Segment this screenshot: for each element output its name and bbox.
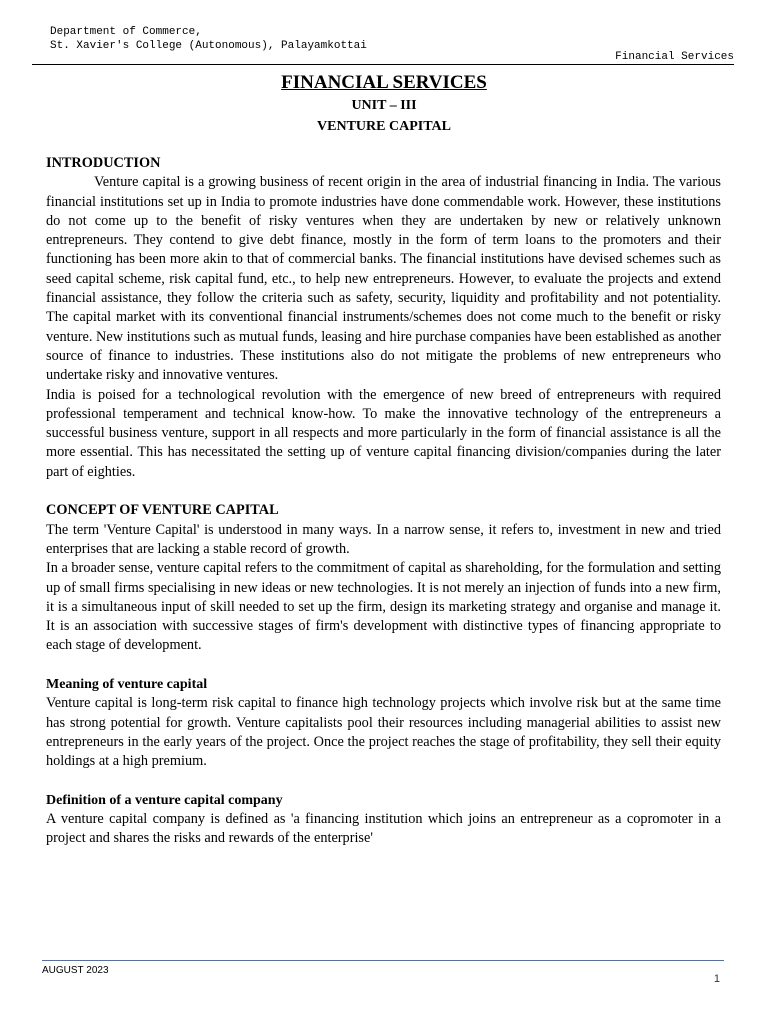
page-number: 1 — [713, 973, 720, 985]
unit-label: UNIT – III — [351, 98, 417, 113]
footer-divider — [42, 960, 724, 961]
concept-paragraph-2: In a broader sense, venture capital refers to the commitment of capital as shareholding, for the formulation and setting up of small firms specialising in new ideas or new technologies. It is not merely an injection of funds into a new firm, it is a simultaneous input of skill needed to set up the firm, design its marketing strategy and organise and manage it. It is an association with successive stages of firm's development with distinctive types of financing appropriate to each stage of development. — [46, 560, 721, 654]
spacer — [46, 772, 721, 791]
subsection-heading-definition: Definition of a venture capital company — [46, 792, 283, 808]
section-heading-introduction: INTRODUCTION — [46, 155, 161, 171]
concept-paragraph-1: The term 'Venture Capital' is understood in many ways. In a narrow sense, it refers to, investment in new and tried enterprises that are lacking a stable record of growth. — [46, 521, 721, 557]
subsection-heading-meaning: Meaning of venture capital — [46, 677, 208, 693]
footer-date: AUGUST 2023 — [42, 965, 109, 976]
spacer — [46, 482, 721, 501]
definition-paragraph: A venture capital company is defined as 'a financing institution which joins an entrepreneur as a copromoter in a project and shares the risks and rewards of the enterprise' — [46, 811, 721, 847]
introduction-paragraph-2: India is poised for a technological revolution with the emergence of new breed of entrepreneurs with required professional temperament and technical know-how. To make the innovative technology of the entrepreneurs a successful business venture, support in all respects and more particularly in the form of financial assistance is all the more essential. This has necessitated the setting up of venture capital financing division/companies during the later part of eighties. — [46, 386, 721, 480]
header-department-line: Department of Commerce, — [50, 26, 202, 38]
meaning-paragraph: Venture capital is long-term risk capital to finance high technology projects which involve risk but at the same time has strong potential for growth. Venture capitalists pool their resources including managerial abilities to assist new entrepreneurs in the early years of the project. Once the project reaches the stage of profitability, they sell their equity holdings at a high premium. — [46, 695, 721, 770]
page-header-subject: Financial Services — [615, 51, 734, 63]
document-titles — [0, 71, 768, 137]
introduction-paragraph-1: Venture capital is a growing business of recent origin in the area of industrial financing in India. The various financial institutions set up in India to promote industries have done commendable work. However, these institutions do not come up to the benefit of risky ventures when they are undertaken by new or relatively unknown entrepreneurs. They contend to give debt finance, mostly in the form of term loans to the promoters and their functioning has been more akin to that of commercial banks. The financial institutions have devised schemes such as seed capital scheme, risk capital fund, etc., to help new entrepreneurs. However, to evaluate the projects and extend financial assistance, they follow the criteria such as safety, security, liquidity and profitability and not potentiality. The capital market with its conventional financial instruments/schemes does not come much to the benefit or risky venture. New institutions such as mutual funds, leasing and hire purchase companies have been established as another source of finance to industries. These institutions also do not mitigate the problems of new entrepreneurs who undertake risky and innovative ventures. — [46, 174, 721, 384]
header-college-line: St. Xavier's College (Autonomous), Palayamkottai — [50, 40, 367, 52]
document-title: FINANCIAL SERVICES — [281, 72, 487, 93]
topic-title: VENTURE CAPITAL — [317, 119, 451, 134]
spacer — [46, 656, 721, 675]
section-heading-concept: CONCEPT OF VENTURE CAPITAL — [46, 502, 279, 519]
page-header-department — [50, 25, 367, 53]
document-body — [46, 154, 721, 849]
header-divider — [32, 64, 734, 65]
